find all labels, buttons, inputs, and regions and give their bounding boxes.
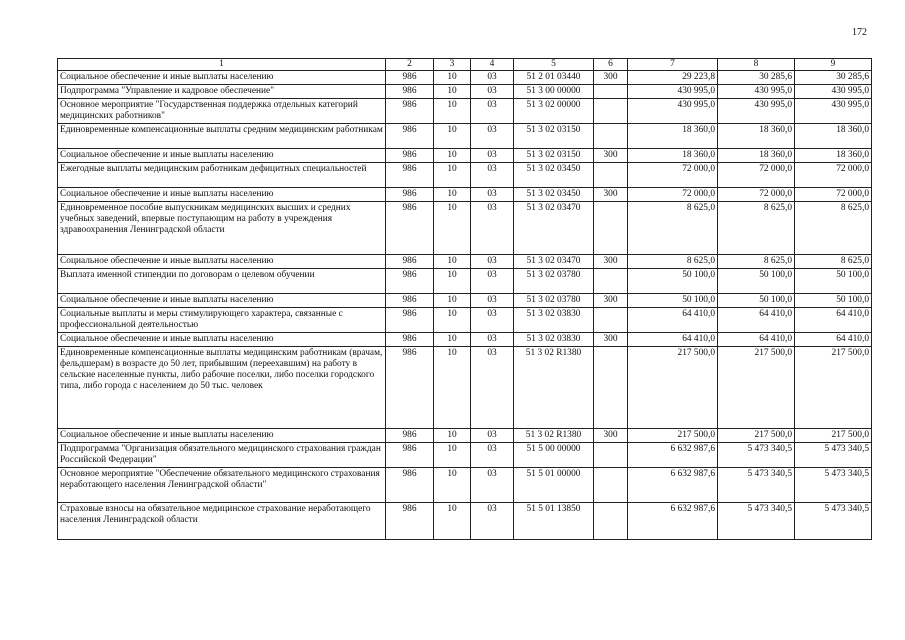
row-value-9: 5 473 340,5 [795,443,872,468]
row-code-2: 986 [386,503,434,540]
row-name: Выплата именной стипендии по договорам о целевом обучении [58,269,386,294]
row-value-9: 72 000,0 [795,163,872,188]
row-code-3: 10 [434,163,471,188]
row-value-9: 8 625,0 [795,202,872,255]
row-value-9: 430 995,0 [795,85,872,99]
row-code-3: 10 [434,149,471,163]
row-code-2: 986 [386,99,434,124]
row-code-5: 51 3 02 03150 [514,149,594,163]
row-value-9: 5 473 340,5 [795,503,872,540]
row-code-5: 51 3 00 00000 [514,85,594,99]
row-code-3: 10 [434,188,471,202]
row-code-5: 51 2 01 03440 [514,71,594,85]
column-header: 9 [795,59,872,71]
row-code-3: 10 [434,202,471,255]
row-code-6: 300 [594,149,628,163]
column-header: 7 [628,59,718,71]
row-name: Социальное обеспечение и иные выплаты населению [58,149,386,163]
row-value-7: 8 625,0 [628,255,718,269]
row-code-2: 986 [386,468,434,503]
column-header: 1 [58,59,386,71]
row-code-2: 986 [386,71,434,85]
row-code-6 [594,99,628,124]
row-code-3: 10 [434,71,471,85]
row-value-8: 217 500,0 [718,347,795,429]
row-value-8: 430 995,0 [718,99,795,124]
row-code-4: 03 [471,503,514,540]
row-name: Единовременное пособие выпускникам медицинских высших и средних учебных заведений, впервые поступающим на работу в учреждения здравоохранения Ленинградской области [58,202,386,255]
row-code-5: 51 3 02 R1380 [514,347,594,429]
row-code-2: 986 [386,269,434,294]
row-code-2: 986 [386,149,434,163]
row-code-6 [594,347,628,429]
row-value-9: 5 473 340,5 [795,468,872,503]
row-name: Основное мероприятие "Обеспечение обязательного медицинского страхования неработающего населения Ленинградской области" [58,468,386,503]
column-header: 5 [514,59,594,71]
row-value-7: 18 360,0 [628,149,718,163]
row-code-3: 10 [434,99,471,124]
row-code-6 [594,443,628,468]
row-name: Страховые взносы на обязательное медицинское страхование неработающего населения Ленинградской области [58,503,386,540]
row-value-9: 64 410,0 [795,308,872,333]
row-code-2: 986 [386,163,434,188]
row-value-9: 217 500,0 [795,429,872,443]
row-name: Социальное обеспечение и иные выплаты населению [58,333,386,347]
column-number-row [58,59,872,71]
row-value-7: 8 625,0 [628,202,718,255]
row-code-5: 51 3 02 03780 [514,269,594,294]
row-value-9: 30 285,6 [795,71,872,85]
row-value-7: 430 995,0 [628,99,718,124]
row-code-5: 51 3 02 03470 [514,255,594,269]
table-row [58,202,872,255]
row-code-6: 300 [594,429,628,443]
row-code-2: 986 [386,333,434,347]
row-value-7: 217 500,0 [628,347,718,429]
table-row [58,308,872,333]
row-code-3: 10 [434,443,471,468]
row-value-7: 430 995,0 [628,85,718,99]
row-name: Социальное обеспечение и иные выплаты населению [58,429,386,443]
row-code-2: 986 [386,294,434,308]
row-code-5: 51 3 02 03150 [514,124,594,149]
row-code-3: 10 [434,333,471,347]
row-name: Социальные выплаты и меры стимулирующего характера, связанные с профессиональной деятельностью [58,308,386,333]
row-name: Подпрограмма "Организация обязательного медицинского страхования граждан Российской Федерации" [58,443,386,468]
row-code-5: 51 3 02 03450 [514,188,594,202]
row-name: Ежегодные выплаты медицинским работникам дефицитных специальностей [58,163,386,188]
row-code-3: 10 [434,124,471,149]
column-header: 2 [386,59,434,71]
row-code-6 [594,163,628,188]
table-row [58,294,872,308]
row-code-2: 986 [386,308,434,333]
table-row [58,347,872,429]
row-value-7: 50 100,0 [628,294,718,308]
row-code-3: 10 [434,503,471,540]
row-value-9: 72 000,0 [795,188,872,202]
row-code-2: 986 [386,188,434,202]
table-row [58,255,872,269]
row-code-6 [594,124,628,149]
row-value-8: 430 995,0 [718,85,795,99]
row-value-7: 6 632 987,6 [628,468,718,503]
row-code-5: 51 3 02 03830 [514,308,594,333]
row-value-8: 30 285,6 [718,71,795,85]
row-code-4: 03 [471,255,514,269]
row-value-8: 8 625,0 [718,255,795,269]
row-value-8: 64 410,0 [718,308,795,333]
row-code-3: 10 [434,85,471,99]
row-code-2: 986 [386,429,434,443]
row-code-6 [594,308,628,333]
row-code-6 [594,85,628,99]
row-name: Социальное обеспечение и иные выплаты населению [58,188,386,202]
row-value-9: 8 625,0 [795,255,872,269]
row-code-3: 10 [434,308,471,333]
row-code-6 [594,468,628,503]
row-code-5: 51 3 02 R1380 [514,429,594,443]
row-value-8: 8 625,0 [718,202,795,255]
row-value-9: 217 500,0 [795,347,872,429]
row-code-4: 03 [471,269,514,294]
row-code-6: 300 [594,71,628,85]
row-code-2: 986 [386,443,434,468]
row-value-9: 64 410,0 [795,333,872,347]
row-name: Социальное обеспечение и иные выплаты населению [58,294,386,308]
row-value-8: 50 100,0 [718,269,795,294]
budget-table [57,58,872,540]
row-code-2: 986 [386,85,434,99]
row-value-9: 50 100,0 [795,269,872,294]
row-value-7: 72 000,0 [628,188,718,202]
row-code-4: 03 [471,202,514,255]
row-code-2: 986 [386,124,434,149]
row-code-6 [594,503,628,540]
table-row [58,99,872,124]
row-code-4: 03 [471,468,514,503]
row-value-8: 18 360,0 [718,124,795,149]
column-header: 4 [471,59,514,71]
row-value-9: 18 360,0 [795,149,872,163]
row-value-7: 64 410,0 [628,308,718,333]
table-row [58,163,872,188]
table-row [58,503,872,540]
row-code-2: 986 [386,255,434,269]
row-code-5: 51 5 01 13850 [514,503,594,540]
row-value-8: 217 500,0 [718,429,795,443]
row-name: Социальное обеспечение и иные выплаты населению [58,255,386,269]
row-code-3: 10 [434,294,471,308]
row-code-3: 10 [434,255,471,269]
row-code-4: 03 [471,99,514,124]
table-row [58,149,872,163]
row-code-2: 986 [386,202,434,255]
row-name: Единовременные компенсационные выплаты средним медицинским работникам [58,124,386,149]
page-number: 172 [852,27,867,38]
row-value-9: 18 360,0 [795,124,872,149]
row-code-6: 300 [594,294,628,308]
row-name: Основное мероприятие "Государственная поддержка отдельных категорий медицинских работников" [58,99,386,124]
row-code-5: 51 5 01 00000 [514,468,594,503]
row-value-8: 72 000,0 [718,163,795,188]
table-row [58,269,872,294]
row-code-4: 03 [471,163,514,188]
table-row [58,124,872,149]
row-value-8: 5 473 340,5 [718,443,795,468]
table-row [58,429,872,443]
row-code-4: 03 [471,333,514,347]
row-value-8: 50 100,0 [718,294,795,308]
row-value-7: 6 632 987,6 [628,443,718,468]
table-row [58,188,872,202]
row-code-4: 03 [471,443,514,468]
row-code-5: 51 3 02 03830 [514,333,594,347]
row-code-4: 03 [471,188,514,202]
row-value-8: 18 360,0 [718,149,795,163]
row-value-7: 6 632 987,6 [628,503,718,540]
row-code-6 [594,269,628,294]
row-code-4: 03 [471,347,514,429]
row-value-7: 217 500,0 [628,429,718,443]
row-value-9: 50 100,0 [795,294,872,308]
table-row [58,468,872,503]
row-code-6: 300 [594,333,628,347]
row-code-5: 51 3 02 03780 [514,294,594,308]
row-value-8: 5 473 340,5 [718,503,795,540]
row-value-7: 18 360,0 [628,124,718,149]
row-code-6: 300 [594,255,628,269]
row-code-2: 986 [386,347,434,429]
row-value-8: 72 000,0 [718,188,795,202]
row-code-5: 51 3 02 00000 [514,99,594,124]
row-code-5: 51 5 00 00000 [514,443,594,468]
row-name: Единовременные компенсационные выплаты медицинским работникам (врачам, фельдшерам) в возрасте до 50 лет, прибывшим (переехавшим) на работу в сельские населенные пункты, либо рабочие поселки, либо поселки городского типа, либо города с населением до 50 тыс. человек [58,347,386,429]
row-name: Социальное обеспечение и иные выплаты населению [58,71,386,85]
row-value-7: 72 000,0 [628,163,718,188]
row-value-7: 50 100,0 [628,269,718,294]
row-name: Подпрограмма "Управление и кадровое обеспечение" [58,85,386,99]
column-header: 3 [434,59,471,71]
row-code-4: 03 [471,85,514,99]
row-value-9: 430 995,0 [795,99,872,124]
column-header: 6 [594,59,628,71]
row-code-4: 03 [471,429,514,443]
row-code-6: 300 [594,188,628,202]
row-code-4: 03 [471,308,514,333]
row-code-5: 51 3 02 03470 [514,202,594,255]
row-value-7: 64 410,0 [628,333,718,347]
row-code-4: 03 [471,294,514,308]
table-row [58,333,872,347]
row-code-3: 10 [434,468,471,503]
row-value-7: 29 223,8 [628,71,718,85]
row-code-3: 10 [434,429,471,443]
table-row [58,71,872,85]
row-value-8: 64 410,0 [718,333,795,347]
row-code-5: 51 3 02 03450 [514,163,594,188]
row-code-3: 10 [434,269,471,294]
row-code-4: 03 [471,149,514,163]
row-value-8: 5 473 340,5 [718,468,795,503]
column-header: 8 [718,59,795,71]
row-code-6 [594,202,628,255]
row-code-4: 03 [471,124,514,149]
table-row [58,443,872,468]
table-row [58,85,872,99]
row-code-4: 03 [471,71,514,85]
row-code-3: 10 [434,347,471,429]
